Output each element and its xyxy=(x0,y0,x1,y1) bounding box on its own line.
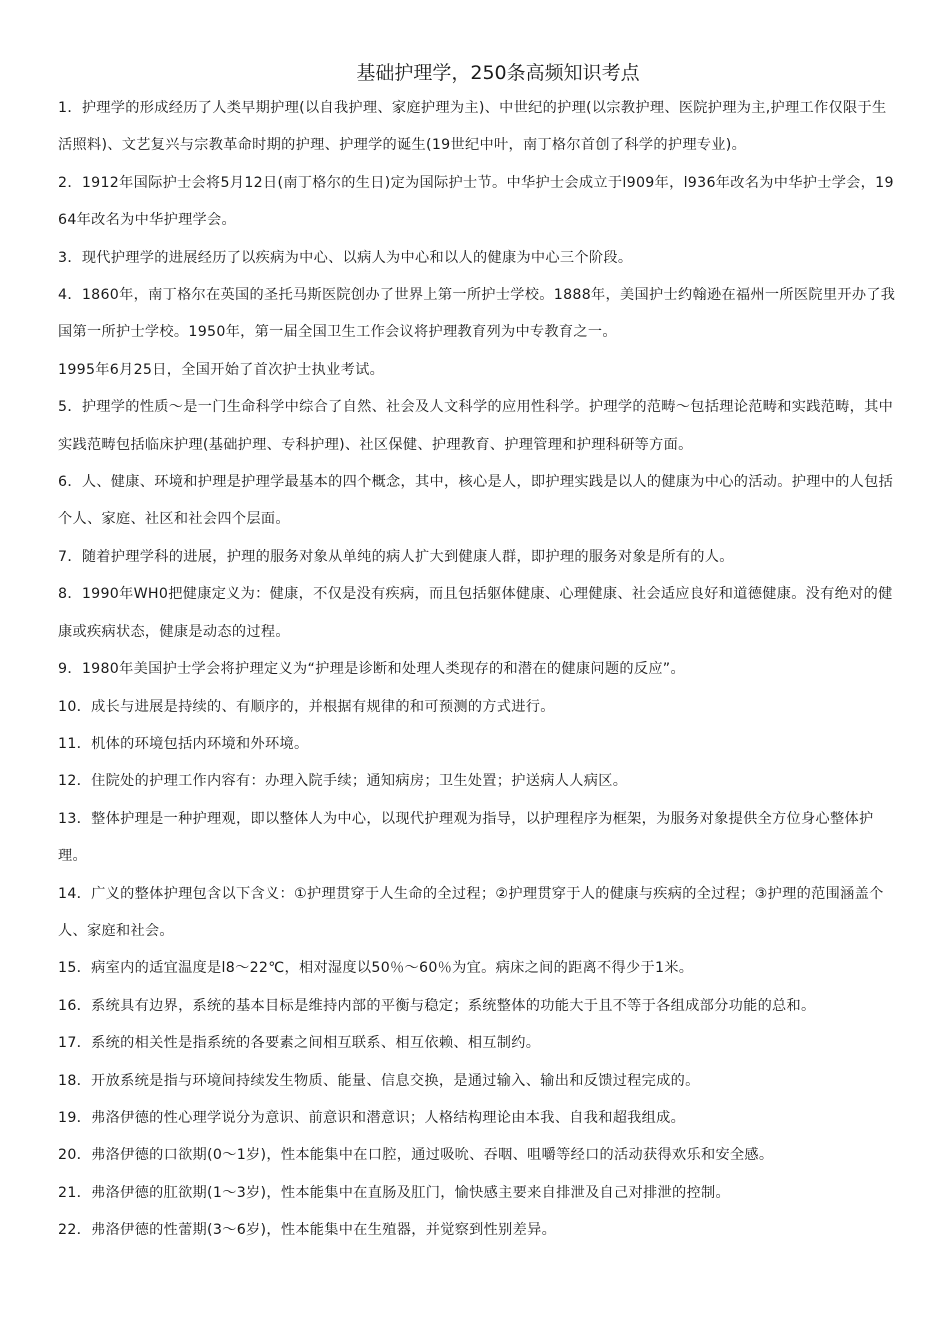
paragraph: 3．现代护理学的进展经历了以疾病为中心、以病人为中心和以人的健康为中心三个阶段。 xyxy=(58,249,633,266)
paragraph: 5．护理学的性质～是一门生命科学中综合了自然、社会及人文科学的应用性科学。护理学的范畴～包括理论范畴和实践范畴，其中实践范畴包括临床护理(基础护理、专科护理)、社区保健、护理教育、护理管理和护理科研等方面。 xyxy=(58,399,894,453)
paragraph: 13．整体护理是一种护理观，即以整体人为中心，以现代护理观为指导，以护理程序为框架，为服务对象提供全方位身心整体护理。 xyxy=(58,810,874,865)
paragraph: 14．广义的整体护理包含以下含义：①护理贯穿于人生命的全过程；②护理贯穿于人的健康与疾病的全过程；③护理的范围涵盖个人、家庭和社会。 xyxy=(58,885,884,939)
paragraph: 8．1990年WH0把健康定义为：健康，不仅是没有疾病，而且包括躯体健康、心理健康、社会适应良好和道德健康。没有绝对的健康或疾病状态，健康是动态的过程。 xyxy=(58,586,893,640)
paragraph: 9．1980年美国护士学会将护理定义为“护理是诊断和处理人类现存的和潜在的健康问题的反应”。 xyxy=(58,661,685,678)
paragraph: 22．弗洛伊德的性蕾期(3～6岁)，性本能集中在生殖器，并觉察到性别差异。 xyxy=(58,1222,557,1239)
paragraph: 20．弗洛伊德的口欲期(0～1岁)，性本能集中在口腔，通过吸吮、吞咽、咀嚼等经口的活动获得欢乐和安全感。 xyxy=(58,1147,774,1164)
paragraph: 21．弗洛伊德的肛欲期(1～3岁)，性本能集中在直肠及肛门，愉快感主要来自排泄及自己对排泄的控制。 xyxy=(58,1184,730,1201)
paragraph: 12．住院处的护理工作内容有：办理入院手续；通知病房；卫生处置；护送病人人病区。 xyxy=(58,773,628,790)
paragraph: 17．系统的相关性是指系统的各要素之间相互联系、相互依赖、相互制约。 xyxy=(58,1035,541,1052)
paragraph: 7．随着护理学科的进展，护理的服务对象从单纯的病人扩大到健康人群，即护理的服务对象是所有的人。 xyxy=(58,548,734,565)
paragraph: 4．1860年，南丁格尔在英国的圣托马斯医院创办了世界上第一所护士学校。1888年，美国护士约翰逊在福州一所医院里开办了我国第一所护士学校。1950年，第一届全国卫生工作会议将护理教育列为中专教育之一。 xyxy=(58,287,896,341)
paragraph: 10．成长与进展是持续的、有顺序的，并根据有规律的和可预测的方式进行。 xyxy=(58,698,555,715)
paragraph-list xyxy=(58,90,898,1250)
paragraph: 16．系统具有边界，系统的基本目标是维持内部的平衡与稳定；系统整体的功能大于且不等于各组成部分功能的总和。 xyxy=(58,997,816,1014)
paragraph: 6．人、健康、环境和护理是护理学最基本的四个概念，其中，核心是人，即护理实践是以人的健康为中心的活动。护理中的人包括个人、家庭、社区和社会四个层面。 xyxy=(58,474,894,528)
paragraph: 18．开放系统是指与环境间持续发生物质、能量、信息交换，是通过输入、输出和反馈过程完成的。 xyxy=(58,1072,700,1089)
paragraph: 11．机体的环境包括内环境和外环境。 xyxy=(58,735,309,752)
paragraph: 15．病室内的适宜温度是l8～22℃，相对湿度以50％～60％为宜。病床之间的距离不得少于1米。 xyxy=(58,960,694,977)
paragraph: 1．护理学的形成经历了人类早期护理(以自我护理、家庭护理为主)、中世纪的护理(以宗教护理、医院护理为主,护理工作仅限于生活照料)、文艺复兴与宗教革命时期的护理、护理学的诞生(19世纪中叶，南丁格尔首创了科学的护理专业)。 xyxy=(58,100,887,154)
paragraph: 19．弗洛伊德的性心理学说分为意识、前意识和潜意识；人格结构理论由本我、自我和超我组成。 xyxy=(58,1109,686,1126)
paragraph: 2．1912年国际护士会将5月12日(南丁格尔的生日)定为国际护士节。中华护士会成立于l909年，l936年改名为中华护士学会，1964年改名为中华护理学会。 xyxy=(58,174,894,229)
paragraph: 1995年6月25日，全国开始了首次护士执业考试。 xyxy=(58,361,385,378)
document-title: 基础护理学，250条高频知识考点 xyxy=(356,62,640,84)
